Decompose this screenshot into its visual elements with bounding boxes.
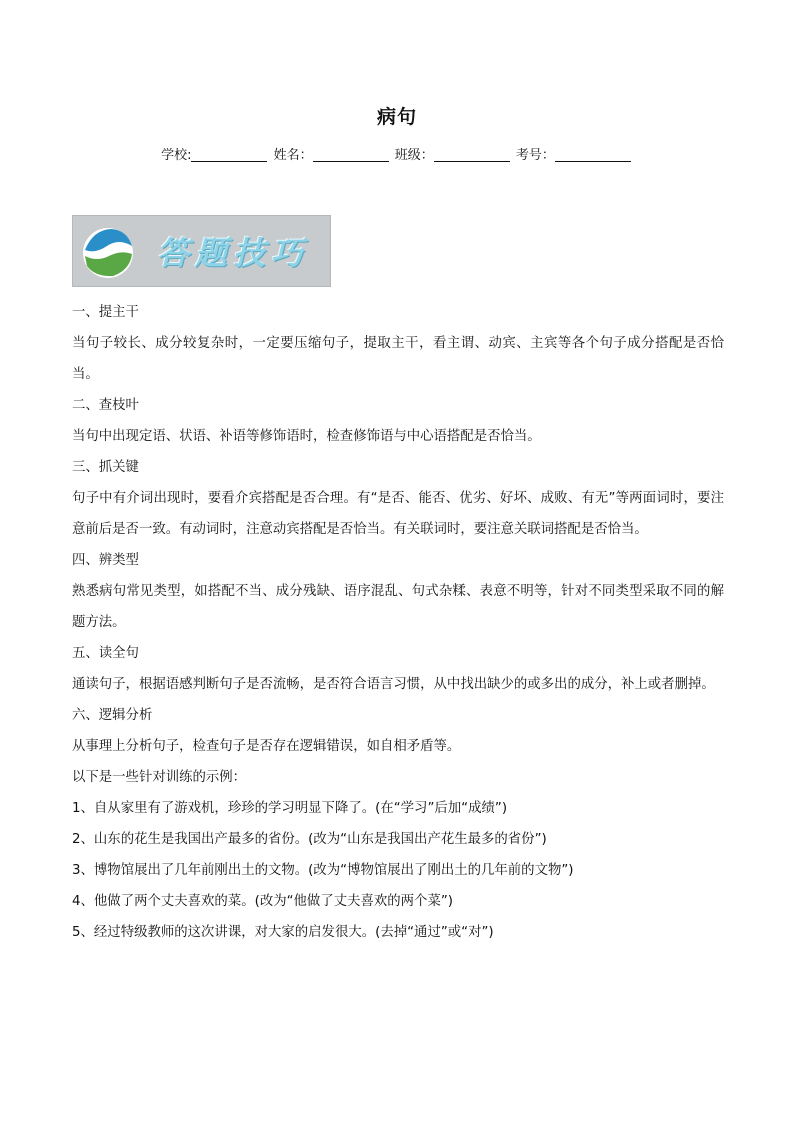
example-item: 4、他做了两个丈夫喜欢的菜。(改为“他做了丈夫喜欢的两个菜”) <box>72 894 453 909</box>
section-body: 当句中出现定语、状语、补语等修饰语时，检查修饰语与中心语搭配是否恰当。 <box>72 429 541 444</box>
example-item: 5、经过特级教师的这次讲课，对大家的启发很大。(去掉“通过”或“对”) <box>72 925 494 940</box>
section-body: 当句子较长、成分较复杂时，一定要压缩句子，提取主干，看主谓、动宾、主宾等各个句子成分搭配是否恰当。 <box>72 336 724 382</box>
section-heading: 二、查枝叶 <box>72 398 139 413</box>
section-heading: 一、提主干 <box>72 305 139 320</box>
section-body: 从事理上分析句子，检查句子是否存在逻辑错误，如自相矛盾等。 <box>72 739 461 754</box>
student-info-line <box>0 144 794 163</box>
banner-title: 答题技巧 <box>157 234 310 272</box>
section-body: 通读句子，根据语感判断句子是否流畅，是否符合语言习惯，从中找出缺少的或多出的成分，补上或者删掉。 <box>72 677 715 692</box>
name-blank[interactable] <box>313 147 389 162</box>
document-body <box>72 297 724 948</box>
exam-number-label: 考号： <box>515 148 555 163</box>
section-body: 熟悉病句常见类型，如搭配不当、成分残缺、语序混乱、句式杂糅、表意不明等，针对不同类型采取不同的解题方法。 <box>72 584 724 630</box>
section-heading: 三、抓关键 <box>72 460 139 475</box>
page-title: 病句 <box>376 106 417 128</box>
school-blank[interactable] <box>191 147 267 162</box>
section-heading: 四、辨类型 <box>72 553 139 568</box>
exam-number-blank[interactable] <box>555 147 631 162</box>
section-body: 句子中有介词出现时，要看介宾搭配是否合理。有“是否、能否、优劣、好坏、成败、有无”等两面词时，要注意前后是否一致。有动词时，注意动宾搭配是否恰当。有关联词时，要注意关联词搭配是否恰当。 <box>72 491 724 537</box>
example-item: 3、博物馆展出了几年前刚出土的文物。(改为“博物馆展出了刚出土的几年前的文物”) <box>72 863 574 878</box>
tips-banner <box>72 215 331 287</box>
section-heading: 五、读全句 <box>72 646 139 661</box>
school-label: 学校: <box>161 148 192 163</box>
name-label: 姓名： <box>273 148 313 163</box>
example-item: 2、山东的花生是我国出产最多的省份。(改为“山东是我国出产花生最多的省份”) <box>72 832 547 847</box>
class-blank[interactable] <box>434 147 510 162</box>
examples-intro: 以下是一些针对训练的示例： <box>72 770 247 785</box>
class-label: 班级： <box>394 148 434 163</box>
example-item: 1、自从家里有了游戏机，珍珍的学习明显下降了。(在“学习”后加“成绩”) <box>72 801 508 816</box>
section-heading: 六、逻辑分析 <box>72 708 153 723</box>
